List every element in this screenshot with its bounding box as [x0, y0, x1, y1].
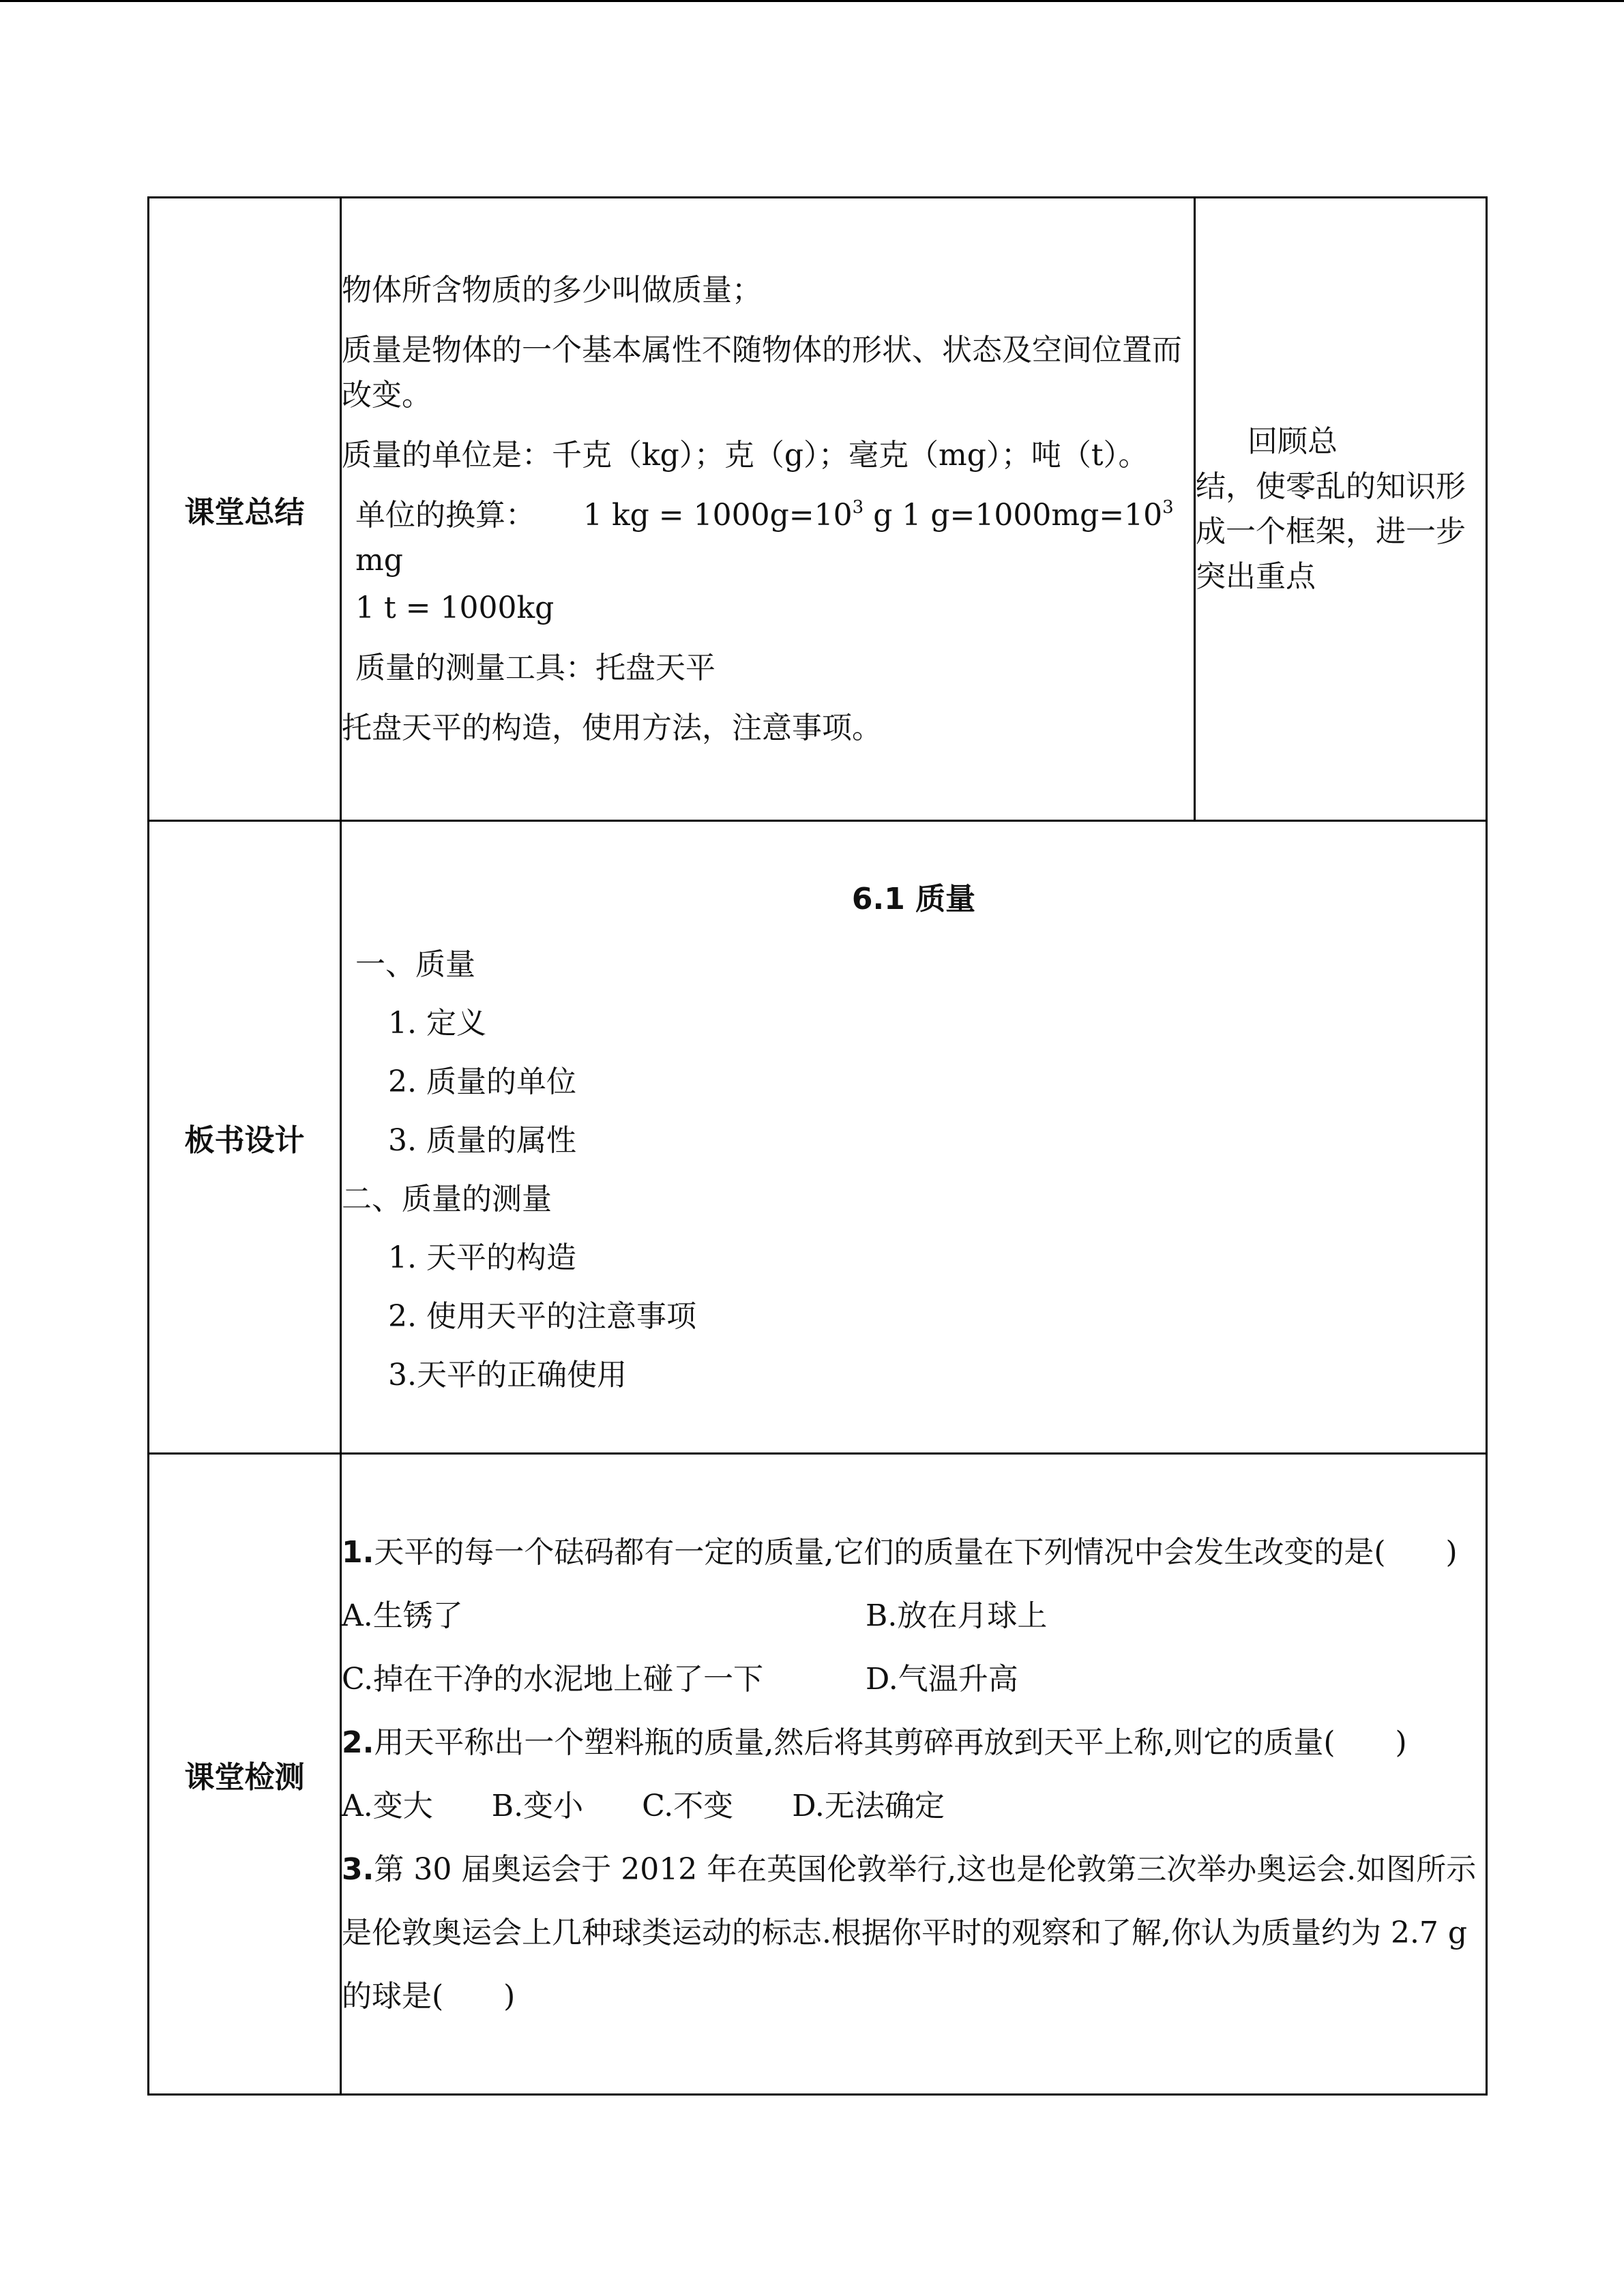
summary-remark: [1195, 198, 1487, 821]
summary-line-3: 质量的单位是：千克（kg）；克（g）；毫克（mg）；吨（t）。: [342, 437, 1149, 473]
option-a: A.变大: [342, 1788, 433, 1823]
remark-line-1: 回顾总: [1247, 423, 1338, 459]
question-1-number: 1.: [342, 1534, 374, 1570]
summary-label: 课堂总结: [149, 198, 341, 821]
conversion-kg: 1 kg = 1000g=10: [583, 497, 853, 533]
conversion-g-exp: 3: [1162, 496, 1174, 518]
conversion-kg-unit: g: [863, 497, 893, 533]
lesson-plan-table: [147, 196, 1488, 2096]
measuring-tool: 质量的测量工具：托盘天平: [355, 650, 715, 685]
unit-conversion: [342, 493, 1194, 583]
board-item: 3.天平的正确使用: [388, 1357, 627, 1392]
board-item: 1. 定义: [388, 1005, 486, 1041]
question-1-options-row-2: [342, 1648, 1486, 1711]
question-3-number: 3.: [342, 1851, 374, 1887]
question-2: [342, 1711, 1486, 1774]
conversion-label: 单位的换算：: [355, 497, 535, 533]
summary-row: [149, 198, 1487, 821]
question-2-text: 用天平称出一个塑料瓶的质量,然后将其剪碎再放到天平上称,则它的质量( ): [374, 1725, 1407, 1760]
board-content: [341, 821, 1487, 1454]
option-a: A.生锈了: [342, 1598, 463, 1633]
option-c: C.不变: [642, 1788, 734, 1823]
option-c: C.掉在干净的水泥地上碰了一下: [342, 1661, 764, 1697]
question-2-options: [342, 1774, 1486, 1838]
board-item: 一、质量: [355, 946, 475, 982]
option-d: D.无法确定: [792, 1788, 945, 1823]
question-3: [342, 1838, 1486, 2028]
option-b: B.放在月球上: [866, 1598, 1048, 1633]
board-item: 2. 使用天平的注意事项: [388, 1298, 696, 1334]
remark-line-2: 结，使零乱的知识形成一个框架，进一步突出重点: [1196, 468, 1466, 594]
conversion-g-unit: mg: [355, 542, 403, 578]
conversion-ton: 1 t = 1000kg: [355, 590, 555, 625]
option-b: B.变小: [491, 1788, 584, 1823]
board-item: 2. 质量的单位: [388, 1064, 576, 1099]
option-d: D.气温升高: [866, 1661, 1018, 1697]
board-label: 板书设计: [149, 821, 341, 1454]
question-1: [342, 1521, 1486, 1584]
quiz-label: 课堂检测: [149, 1454, 341, 2095]
conversion-g: 1 g=1000mg=10: [902, 497, 1163, 533]
conversion-kg-exp: 3: [852, 496, 864, 518]
board-row: [149, 821, 1487, 1454]
top-border-line: [0, 0, 1624, 2]
quiz-row: [149, 1454, 1487, 2095]
board-title: 6.1 质量: [851, 881, 976, 916]
question-1-options-row-1: [342, 1584, 1486, 1648]
board-item: 二、质量的测量: [342, 1181, 552, 1217]
balance-notes: 托盘天平的构造，使用方法，注意事项。: [342, 710, 882, 745]
board-item: 3. 质量的属性: [388, 1122, 576, 1158]
summary-line-2: 质量是物体的一个基本属性不随物体的形状、状态及空间位置而改变。: [342, 332, 1182, 413]
question-1-text: 天平的每一个砝码都有一定的质量,它们的质量在下列情况中会发生改变的是( ): [374, 1534, 1458, 1570]
board-item: 1. 天平的构造: [388, 1240, 576, 1275]
summary-line-1: 物体所含物质的多少叫做质量；: [342, 272, 762, 308]
question-2-number: 2.: [342, 1725, 374, 1760]
summary-content: [341, 198, 1195, 821]
quiz-content: [341, 1454, 1487, 2095]
question-3-text: 第 30 届奥运会于 2012 年在英国伦敦举行,这也是伦敦第三次举办奥运会.如图所示是伦敦奥运会上几种球类运动的标志.根据你平时的观察和了解,你认为质量约为 2.7 g 的球是( ): [342, 1851, 1477, 2014]
